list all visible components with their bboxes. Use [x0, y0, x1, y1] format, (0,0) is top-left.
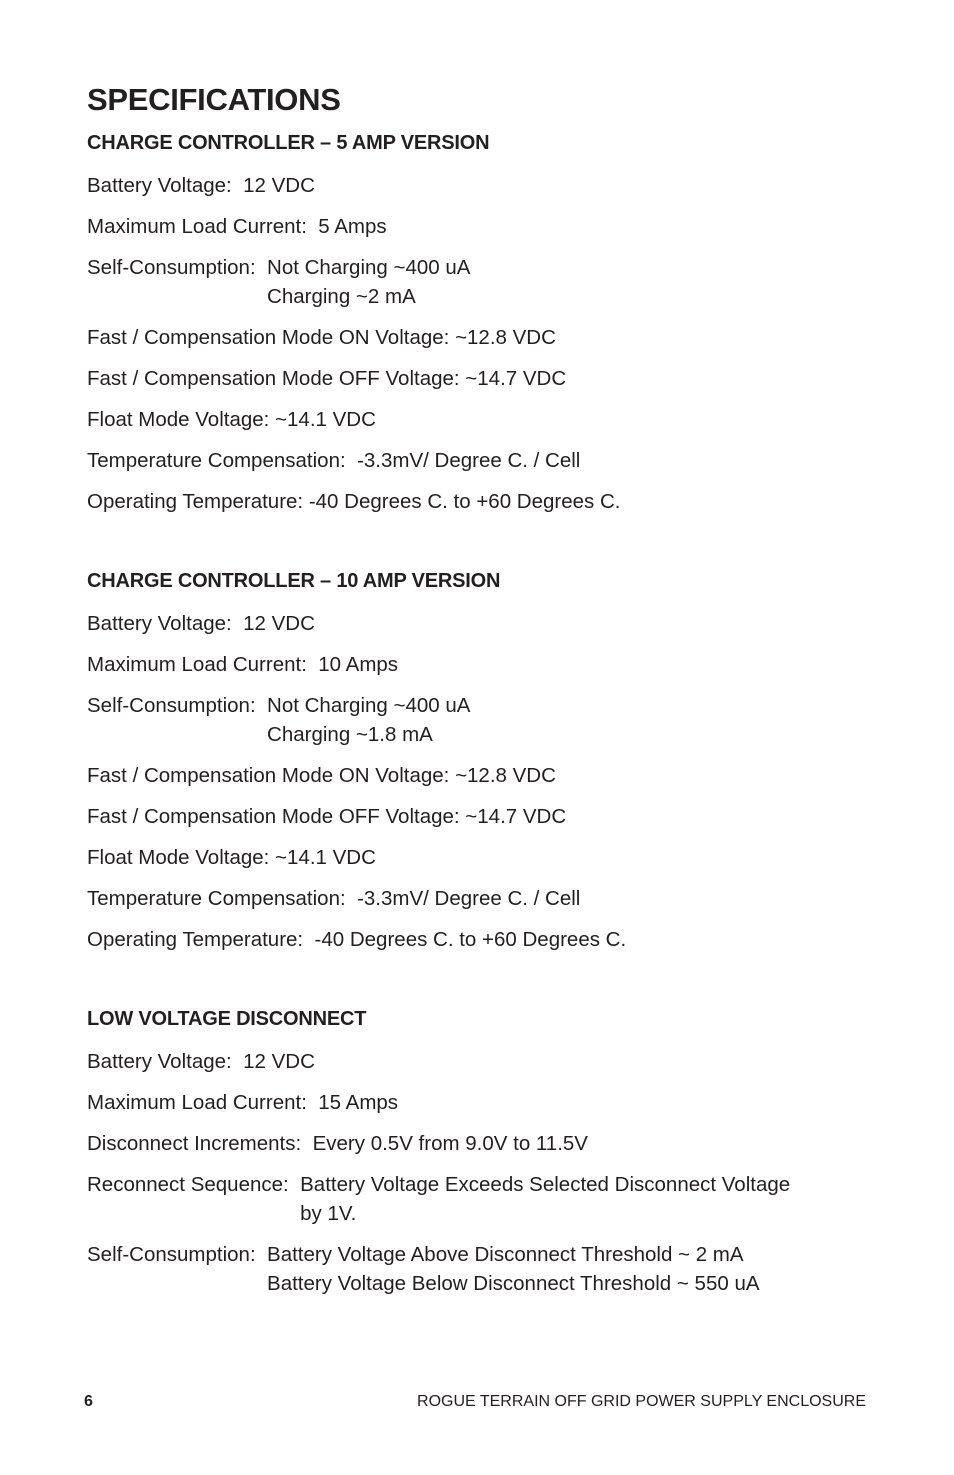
- section-10-amp: [87, 568, 887, 954]
- spec-label: Fast / Compensation Mode OFF Voltage:: [87, 805, 466, 828]
- spec-value: 12 VDC: [243, 612, 315, 635]
- spec-value: Not Charging ~400 uA: [267, 256, 471, 279]
- spec-row: [87, 843, 887, 872]
- spec-value: ~14.7 VDC: [465, 367, 567, 390]
- spec-row: [87, 609, 887, 638]
- spec-row: [87, 650, 887, 679]
- spec-label: Self-Consumption:: [87, 1243, 268, 1266]
- spec-value: 15 Amps: [318, 1091, 399, 1114]
- spec-value: 12 VDC: [243, 174, 315, 197]
- page-title: SPECIFICATIONS: [87, 82, 341, 117]
- spec-row: [87, 323, 887, 352]
- spec-row: [87, 405, 887, 434]
- spec-row: [87, 925, 887, 954]
- spec-value: -3.3mV/ Degree C. / Cell: [357, 887, 581, 910]
- spec-row: [87, 1088, 887, 1117]
- spec-label: Temperature Compensation:: [87, 449, 358, 472]
- section-spacer: [87, 966, 887, 1006]
- spec-row: [87, 761, 887, 790]
- page-footer: [84, 1393, 866, 1411]
- spec-value: Charging ~2 mA: [267, 285, 416, 308]
- section-5-amp: [87, 130, 887, 516]
- spec-label: Battery Voltage:: [87, 612, 244, 635]
- running-title: ROGUE TERRAIN OFF GRID POWER SUPPLY ENCLOSURE: [417, 1393, 866, 1410]
- section-spacer: [87, 528, 887, 568]
- spec-label: Fast / Compensation Mode ON Voltage:: [87, 326, 456, 349]
- spec-label: Temperature Compensation:: [87, 887, 358, 910]
- spec-value: -40 Degrees C. to +60 Degrees C.: [314, 928, 627, 951]
- spec-label: Reconnect Sequence:: [87, 1173, 301, 1196]
- page-number: 6: [84, 1393, 93, 1410]
- section-low-voltage-disconnect: [87, 1006, 887, 1298]
- spec-value: 12 VDC: [243, 1050, 315, 1073]
- spec-value: ~14.7 VDC: [465, 805, 567, 828]
- spec-row: [87, 1129, 887, 1158]
- spec-row: [87, 253, 887, 311]
- spec-value: -3.3mV/ Degree C. / Cell: [357, 449, 581, 472]
- spec-label: Maximum Load Current:: [87, 215, 319, 238]
- spec-label: Battery Voltage:: [87, 174, 244, 197]
- spec-value: Not Charging ~400 uA: [267, 694, 471, 717]
- spec-value: ~14.1 VDC: [275, 408, 376, 431]
- spec-label: Disconnect Increments:: [87, 1132, 313, 1155]
- spec-value: -40 Degrees C. to +60 Degrees C.: [308, 490, 621, 513]
- spec-value: ~14.1 VDC: [275, 846, 376, 869]
- spec-label: Battery Voltage:: [87, 1050, 244, 1073]
- section-heading: CHARGE CONTROLLER – 10 AMP VERSION: [87, 570, 501, 592]
- section-heading: CHARGE CONTROLLER – 5 AMP VERSION: [87, 132, 490, 154]
- spec-label: Maximum Load Current:: [87, 1091, 319, 1114]
- spec-row: [87, 1240, 887, 1298]
- spec-row: [87, 171, 887, 200]
- spec-label: Fast / Compensation Mode OFF Voltage:: [87, 367, 466, 390]
- spec-label: Float Mode Voltage:: [87, 846, 276, 869]
- spec-page: [87, 82, 887, 1310]
- spec-row: [87, 1170, 887, 1228]
- spec-value: Battery Voltage Above Disconnect Threshold ~ 2 mA: [267, 1243, 744, 1266]
- spec-row: [87, 1047, 887, 1076]
- spec-label: Float Mode Voltage:: [87, 408, 276, 431]
- spec-row: [87, 802, 887, 831]
- spec-value: Battery Voltage Below Disconnect Threshold ~ 550 uA: [267, 1272, 760, 1295]
- spec-label: Operating Temperature:: [87, 490, 309, 513]
- spec-value: by 1V.: [300, 1202, 357, 1225]
- spec-label: Operating Temperature:: [87, 928, 315, 951]
- spec-value: ~12.8 VDC: [455, 326, 556, 349]
- spec-row: [87, 691, 887, 749]
- spec-label: Maximum Load Current:: [87, 653, 319, 676]
- spec-label: Self-Consumption:: [87, 694, 268, 717]
- spec-value: Battery Voltage Exceeds Selected Disconnect Voltage: [300, 1173, 791, 1196]
- spec-value: 10 Amps: [318, 653, 399, 676]
- spec-value: 5 Amps: [318, 215, 387, 238]
- spec-label: Self-Consumption:: [87, 256, 268, 279]
- spec-row: [87, 487, 887, 516]
- spec-value: ~12.8 VDC: [455, 764, 556, 787]
- spec-row: [87, 884, 887, 913]
- spec-row: [87, 212, 887, 241]
- spec-row: [87, 446, 887, 475]
- spec-value: Every 0.5V from 9.0V to 11.5V: [312, 1132, 588, 1155]
- spec-row: [87, 364, 887, 393]
- spec-value: Charging ~1.8 mA: [267, 723, 433, 746]
- section-heading: LOW VOLTAGE DISCONNECT: [87, 1008, 367, 1030]
- spec-label: Fast / Compensation Mode ON Voltage:: [87, 764, 456, 787]
